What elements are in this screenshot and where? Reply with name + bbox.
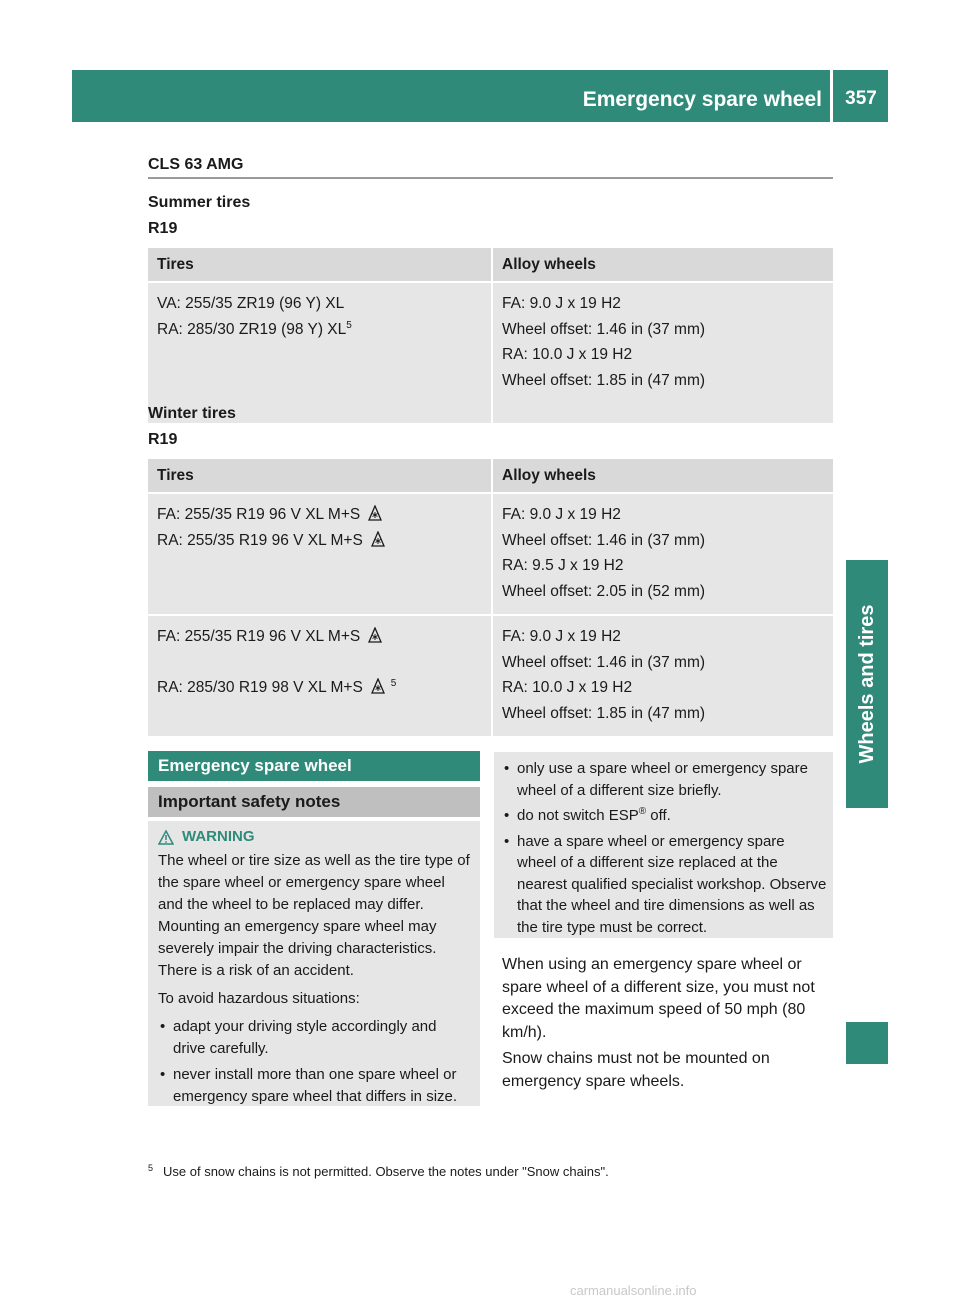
side-marker	[846, 1022, 888, 1064]
list-item-text: off.	[646, 807, 671, 824]
winter-size-label: R19	[148, 431, 178, 448]
tire-spec-row	[157, 528, 491, 554]
wheel-spec: Wheel offset: 1.46 in (37 mm)	[502, 320, 706, 338]
list-item: • never install more than one spare wheel or emergency spare wheel that differs in size.	[158, 1064, 473, 1108]
wheel-spec: Wheel offset: 1.46 in (37 mm)	[502, 653, 706, 671]
section-heading: Emergency spare wheel	[148, 751, 480, 781]
snowflake-mountain-icon	[368, 627, 382, 643]
tire-spec-row	[157, 502, 491, 528]
list-item: • adapt your driving style accordingly and drive carefully.	[158, 1016, 473, 1060]
table-row	[148, 493, 833, 615]
tire-spec-row	[157, 317, 491, 343]
summer-tires-table	[148, 248, 833, 425]
snowflake-mountain-icon	[371, 678, 385, 694]
tire-spec: RA: 285/30 ZR19 (98 Y) XL	[157, 320, 347, 338]
column-header: Tires	[148, 248, 492, 282]
body-text	[502, 954, 837, 1097]
wheels-cell	[492, 493, 833, 615]
page-number: 357	[845, 88, 877, 109]
footnote-text: Use of snow chains is not permitted. Observe the notes under "Snow chains".	[163, 1164, 609, 1179]
column-header: Tires	[148, 459, 492, 493]
tire-spec-row	[157, 624, 491, 650]
warning-text: To avoid hazardous situations:	[158, 990, 360, 1007]
warning-box-continued	[494, 752, 833, 938]
tire-spec-row	[157, 675, 491, 701]
wheel-spec: Wheel offset: 1.85 in (47 mm)	[502, 704, 706, 722]
table-row	[148, 282, 833, 424]
divider	[148, 177, 833, 179]
warning-title-row	[158, 826, 473, 848]
footnote	[148, 1164, 609, 1179]
warning-bullets	[502, 758, 827, 938]
tire-spec: RA: 285/30 R19 98 V XL M+S	[157, 678, 363, 696]
warning-text: The wheel or tire size as well as the tire type of the spare wheel or emergency spare wheel and the wheel to be replaced may differ. Mounting an emergency spare wheel may severely impair the driving characteristics. There is a risk of an accident.	[158, 852, 470, 979]
summer-size-label: R19	[148, 220, 178, 237]
wheel-spec: Wheel offset: 1.85 in (47 mm)	[502, 371, 706, 389]
column-header: Alloy wheels	[492, 459, 833, 493]
winter-tires-label: Winter tires	[148, 405, 236, 422]
warning-bullets	[158, 1016, 473, 1108]
list-item: • only use a spare wheel or emergency spare wheel of a different size briefly.	[502, 758, 827, 801]
wheel-spec: Wheel offset: 1.46 in (37 mm)	[502, 531, 706, 549]
wheel-spec: FA: 9.0 J x 19 H2	[502, 628, 621, 645]
winter-tires-table	[148, 459, 833, 738]
warning-title: WARNING	[182, 828, 255, 845]
paragraph: Snow chains must not be mounted on emergency spare wheels.	[502, 1050, 770, 1090]
footnote-ref: 5	[346, 319, 352, 331]
tires-cell	[148, 493, 492, 615]
model-title: CLS 63 AMG	[148, 156, 244, 173]
list-item	[502, 805, 827, 827]
wheels-cell	[492, 282, 833, 424]
snowflake-mountain-icon	[368, 505, 382, 521]
tire-spec: FA: 255/35 R19 96 V XL M+S	[157, 628, 361, 645]
tires-cell	[148, 282, 492, 424]
wheel-spec: RA: 9.5 J x 19 H2	[502, 557, 624, 574]
tire-spec: VA: 255/35 ZR19 (96 Y) XL	[157, 295, 345, 312]
paragraph: When using an emergency spare wheel or spare wheel of a different size, you must not exceed the maximum speed of 50 mph (80 km/h).	[502, 956, 815, 1041]
wheel-spec: RA: 10.0 J x 19 H2	[502, 346, 633, 363]
list-item-text: do not switch ESP	[517, 807, 639, 824]
summer-tires-label: Summer tires	[148, 194, 251, 211]
footnote-ref: 5	[390, 677, 397, 689]
wheels-cell	[492, 615, 833, 737]
warning-triangle-icon	[158, 830, 174, 845]
snowflake-mountain-icon	[371, 531, 385, 547]
footnote-marker: 5	[148, 1163, 154, 1173]
warning-box	[148, 821, 480, 1106]
wheel-spec: RA: 10.0 J x 19 H2	[502, 679, 633, 696]
wheel-spec: FA: 9.0 J x 19 H2	[502, 295, 621, 312]
header-divider	[830, 70, 833, 122]
watermark: carmanualsonline.info	[570, 1283, 697, 1298]
list-item: • have a spare wheel or emergency spare wheel of a different size replaced at the nearest qualified specialist workshop. Observe that the wheel and tire dimensions as well as the tire type must be correct.	[502, 831, 827, 939]
wheel-spec: FA: 9.0 J x 19 H2	[502, 506, 621, 523]
column-header: Alloy wheels	[492, 248, 833, 282]
tire-spec: FA: 255/35 R19 96 V XL M+S	[157, 506, 361, 523]
running-header-title: Emergency spare wheel	[582, 88, 822, 111]
tire-spec: RA: 255/35 R19 96 V XL M+S	[157, 531, 363, 549]
wheel-spec: Wheel offset: 2.05 in (52 mm)	[502, 582, 706, 600]
side-tab-label: Wheels and tires	[856, 604, 878, 764]
subsection-heading: Important safety notes	[148, 787, 480, 817]
registered-mark: ®	[638, 806, 647, 817]
table-row	[148, 615, 833, 737]
tires-cell	[148, 615, 492, 737]
